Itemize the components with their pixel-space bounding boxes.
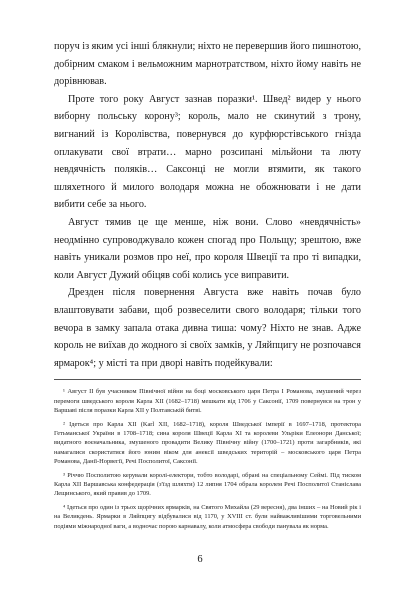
body-paragraph-2: Проте того року Август зазнав поразки¹. Швед² видер у нього виборну польську корону³; король, мало не скинутий з трону, вигнаний із Королівства, повернувся до курфюрстівського гнізда оплакувати свої втрати… марно розсипані мільйони та люту невдячність поляків… Саксонці не могли втямити, як такого шляхетного й милого володаря можна не обожнювати і не дати вибити себе за нього. xyxy=(54,93,361,211)
footnote-1: ¹ Август ІІ був учасником Північної війни на боці московського царя Петра I Романова, змушений через перемоги шведського короля Карла XII (1682–1718) мешкати від 1706 у Саксонії, 1709 повернувся на трон у Варшаві після поразки Карла XII у Полтавській битві. xyxy=(54,388,361,415)
footnotes xyxy=(54,387,361,531)
body-paragraph-4: Дрезден після повернення Августа вже навіть почав було влаштовувати забави, щоб розвеселити свого володаря; тільки того вечора в замку запала отака дивна тиша: чому? Ніхто не знав. Адже король не виїхав до жодного зі своїх замків, у Ляйпцигу не розпочався ярмарок⁴; у місті та при дворі навіть подейкували: xyxy=(54,287,361,369)
footnote-2: ² Ідеться про Карла XII (Karl XII, 1682–1718), короля Шведської імперії в 1697–1718, протектора Гетьманської України в 1708–1718; сина короля Швеції Карла XI та королеви Ульріки Елеонори Данської; видатного воєначальника, змушеного провадити Велику Північну війну (1700–1721) проти загарбників, які намагалися скористатися його юним віком для анексії шведських територій – московського царя Петра Романова, Данії-Норвегії, Речі Посполитої, Саксонії. xyxy=(54,420,361,466)
footnote-4: ⁴ Ідеться про один із трьох щорічних ярмарків, на Святого Михайла (29 вересня), два інших – на Новий рік і на Великдень. Ярмарки в Ляйпцигу відбувалися від 1170, у XVIII ст. були найважливішими торговельними подіями міжнародної ваги, а водночас порою карнавалу, коли атмосфера свободи панувала як норма. xyxy=(54,503,361,530)
page-number: 6 xyxy=(197,554,203,565)
page-body xyxy=(54,38,361,535)
footnote-3: ³ Річчю Посполитою керували королі-електори, тобто володарі, обрані на спеціальному Сеймі. Під тиском Карла XII Варшавська конфедерація (з'їзд шляхти) 12 липня 1704 обрала королем Речі Посполитої Станіслава Лещинського, який правив до 1709. xyxy=(54,471,361,498)
footnote-divider xyxy=(54,379,361,380)
body-paragraph-1: поруч із яким усі інші блякнули; ніхто не перевершив його пишнотою, добірним смаком і вельможним марнотратством, ніхто йому навіть не дорівнював. xyxy=(54,41,361,88)
body-paragraph-3: Август тямив це ще менше, ніж вони. Слово «невдячність» неодмінно супроводжувало кожен спогад про Польщу; зрештою, вже навіть уникали розмов про неї, про короля Швеції та про ті випадки, коли Август Дужий обіцяв собі колись усе виправити. xyxy=(54,216,361,281)
